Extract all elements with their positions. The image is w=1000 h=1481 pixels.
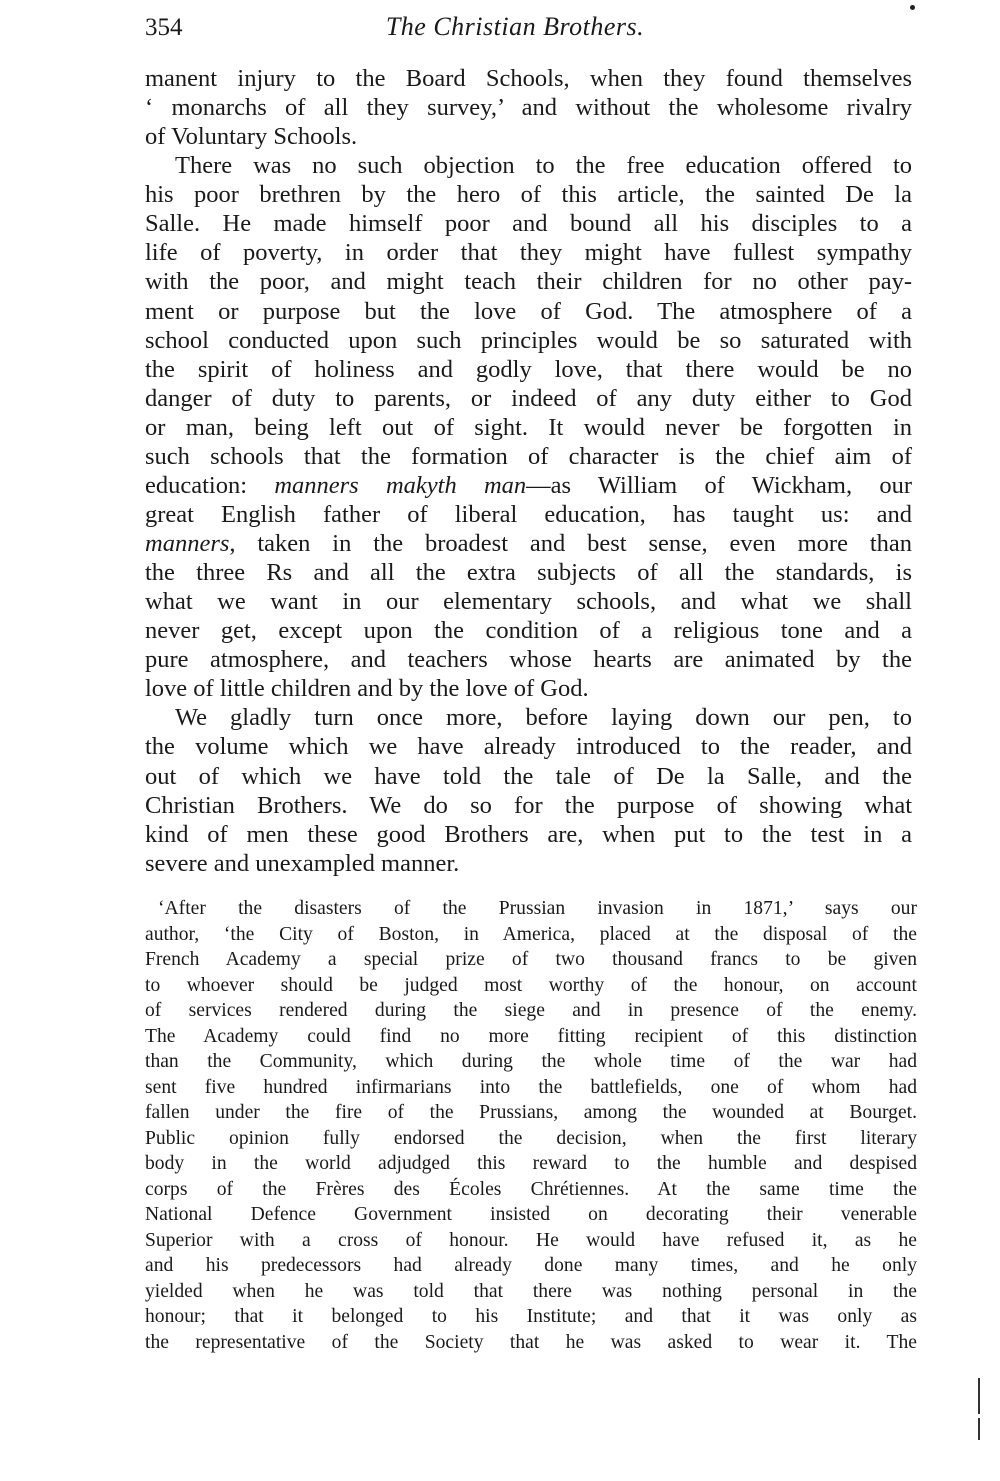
footnote-line: National Defence Government insisted on decorating their venerable xyxy=(145,1204,917,1225)
text-line: the volume which we have already introduced to the reader, and xyxy=(145,733,912,761)
text-line: ment or purpose but the love of God. The atmosphere of a xyxy=(145,297,912,325)
footnote-line: corps of the Frères des Écoles Chrétiennes. At the same time the xyxy=(145,1178,917,1200)
page-number: 354 xyxy=(145,14,183,41)
footnote-line: to whoever should be judged most worthy of the honour, on account xyxy=(145,974,917,996)
footnote-line: of services rendered during the siege and in presence of the enemy. xyxy=(145,1000,917,1021)
line-text: education: xyxy=(145,471,275,499)
text-line: of Voluntary Schools. xyxy=(145,123,358,151)
footnote-line: French Academy a special prize of two thousand francs to be given xyxy=(145,949,917,970)
footnote-line: Superior with a cross of honour. He would have refused it, as he xyxy=(145,1229,917,1251)
text-line: There was no such objection to the free education offered to xyxy=(175,152,912,180)
text-line: We gladly turn once more, before laying down our pen, to xyxy=(175,704,912,732)
italic-word: manners xyxy=(145,530,230,557)
text-line: or man, being left out of sight. It would never be forgotten in xyxy=(145,413,912,441)
italic-quote: manners makyth man xyxy=(274,471,527,499)
text-line: the spirit of holiness and godly love, that there would be no xyxy=(145,355,912,383)
scan-margin-mark xyxy=(978,1378,980,1414)
text-line xyxy=(145,471,912,500)
text-line: out of which we have told the tale of De la Salle, and the xyxy=(145,762,912,790)
footnote-line: The Academy could find no more fitting recipient of this distinction xyxy=(145,1025,917,1047)
text-line: life of poverty, in order that they might have fullest sympathy xyxy=(145,239,912,267)
text-line: ‘ monarchs of all they survey,’ and without the wholesome rivalry xyxy=(145,94,912,122)
text-line: Christian Brothers. We do so for the purpose of showing what xyxy=(145,791,912,819)
text-line: never get, except upon the condition of a religious tone and a xyxy=(145,617,912,645)
running-title: The Christian Brothers. xyxy=(385,12,645,41)
footnote-line: Public opinion fully endorsed the decision, when the first literary xyxy=(145,1127,917,1149)
text-line: danger of duty to parents, or indeed of any duty either to God xyxy=(145,384,912,412)
footnote-line: body in the world adjudged this reward to the humble and despised xyxy=(145,1153,917,1174)
text-line: severe and unexampled manner. xyxy=(145,849,460,877)
scan-speck xyxy=(910,5,915,10)
text-line: what we want in our elementary schools, and what we shall xyxy=(145,588,912,616)
footnote-line: sent five hundred infirmarians into the battlefields, one of whom had xyxy=(145,1076,917,1098)
text-line: such schools that the formation of character is the chief aim of xyxy=(145,442,912,470)
footnote-line: and his predecessors had already done many times, and he only xyxy=(145,1255,917,1276)
footnote-line: honour; that it belonged to his Institute; and that it was only as xyxy=(145,1306,917,1327)
text-line xyxy=(145,529,912,558)
text-line: school conducted upon such principles would be so saturated with xyxy=(145,326,912,354)
text-line: great English father of liberal education, has taught us: and xyxy=(145,500,912,528)
text-line: manent injury to the Board Schools, when they found themselves xyxy=(145,65,912,92)
footnote-quote xyxy=(145,896,917,1355)
scan-margin-mark xyxy=(978,1418,980,1440)
text-line: kind of men these good Brothers are, when put to the test in a xyxy=(145,820,912,848)
footnote-line: than the Community, which during the whole time of the war had xyxy=(145,1051,917,1072)
text-line: his poor brethren by the hero of this article, the sainted De la xyxy=(145,181,912,209)
main-text xyxy=(145,64,912,878)
text-line: with the poor, and might teach their children for no other pay- xyxy=(145,268,912,296)
line-text: —as William of Wickham, our xyxy=(526,471,912,499)
footnote-line: fallen under the fire of the Prussians, among the wounded at Bourget. xyxy=(145,1102,917,1123)
text-line: the three Rs and all the extra subjects of all the standards, is xyxy=(145,559,912,587)
footnote-line: ‘After the disasters of the Prussian invasion in 1871,’ says our xyxy=(158,898,917,919)
text-line: love of little children and by the love of God. xyxy=(145,675,589,703)
text-line: Salle. He made himself poor and bound all his disciples to a xyxy=(145,210,912,238)
text-line: pure atmosphere, and teachers whose hearts are animated by the xyxy=(145,646,912,674)
line-text: , taken in the broadest and best sense, even more than xyxy=(229,530,912,557)
footnote-line: yielded when he was told that there was nothing personal in the xyxy=(145,1280,917,1302)
footnote-line: author, ‘the City of Boston, in America, placed at the disposal of the xyxy=(145,923,917,945)
footnote-line: the representative of the Society that he was asked to wear it. The xyxy=(145,1331,917,1353)
